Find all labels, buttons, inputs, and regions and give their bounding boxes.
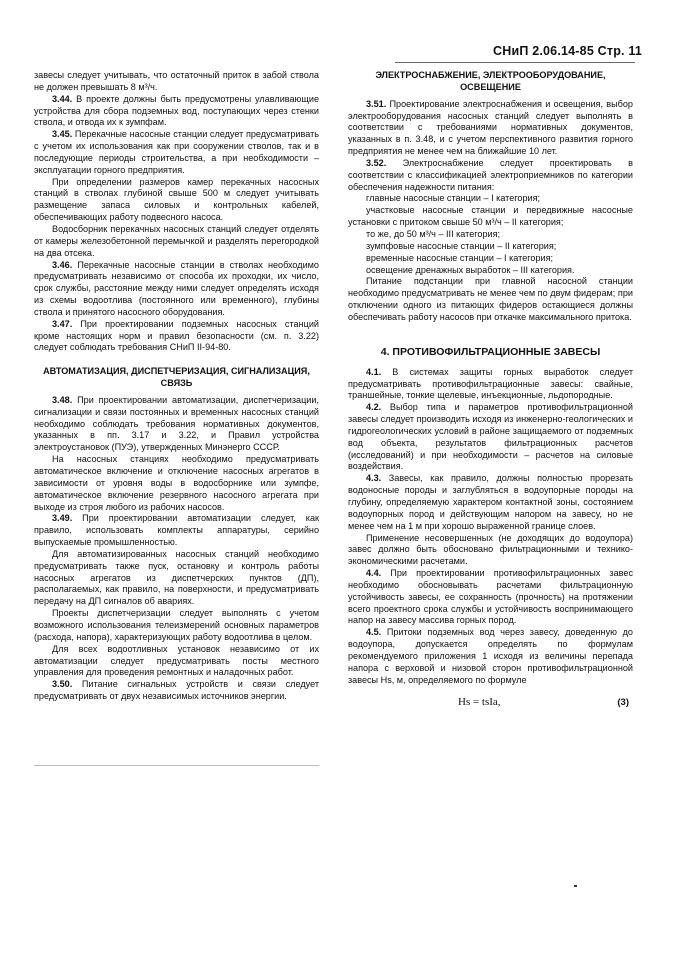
paragraph — [34, 224, 319, 260]
paragraph — [348, 241, 633, 253]
paragraph-text: При проектировании подземных насосных станций кроме настоящих норм и правил безопасности (см. п. 3.22) следует соблюдать требования СНиП II-94-80. — [34, 318, 319, 353]
paragraph-text: Выбор типа и параметров противофильтрационной завесы следует производить исходя из инженерно-геологических и гидрогеологических условий в районе защищаемого от подземных вод объекта, результатов фильтрационных расчетов (исследований) и при необходимости – расчетов на силовые воздействия. — [348, 402, 633, 472]
heading-power-supply: ЭЛЕКТРОСНАБЖЕНИЕ, ЭЛЕКТРООБОРУДОВАНИЕ, ОСВЕЩЕНИЕ — [375, 70, 606, 92]
paragraph-text: При проектировании противофильтрационных завес необходимо обосновывать расчетами фильтрационную устойчивость завесы, ее сохранность (прочность) на протяжении всего проектного срока службы и устойчивость воспринимающего напор на завесу массива горных пород. — [348, 568, 633, 626]
paragraph — [34, 177, 319, 224]
right-paragraphs-1 — [348, 99, 633, 324]
paragraph-text: Применение несовершенных (не доходящих до водоупора) завес должно быть обосновано фильтрационными и технико-экономическими расчетами. — [348, 532, 633, 567]
paragraph-text: Для автоматизированных насосных станций необходимо предусматривать также пуск, остановку и контроль работы насосных агрегатов из диспетчерских пунктов (ДП), располагаемых, как правило, на поверхности, и предусматривать передачу на ДП сигналов об авариях. — [34, 548, 319, 607]
paragraph — [34, 454, 319, 513]
clause-number: 3.50. — [52, 679, 73, 690]
right-paragraphs-2 — [348, 367, 633, 687]
clause-number: 3.49. — [52, 513, 73, 524]
paragraph — [34, 94, 319, 130]
paragraph-text: На насосных станциях необходимо предусматривать автоматическое включение и отключение насосных агрегатов в зависимости от уровня воды в водосборнике или зумпфе, автоматическое включение резервного насосного агрегата при выходе из строя любого из рабочих насосов. — [34, 454, 319, 512]
paragraph-text: зумпфовые насосные станции – II категория; — [366, 240, 557, 251]
paragraph — [348, 193, 633, 205]
paragraph-text: В системах защиты горных выработок следует предусматривать противофильтрационные завесы: свайные, траншейные, тонкие щелевые, инъекционные, льдопородные. — [348, 366, 633, 401]
paragraph-text: Проекты диспетчеризации следует выполнять с учетом возможного использования телеизмерений основных параметров (расхода, напора), характеризующих работу водоотлива в целом. — [34, 608, 319, 642]
left-column — [34, 70, 319, 703]
paragraph — [34, 260, 319, 319]
scan-line — [34, 765, 319, 766]
paragraph-text: участковые насосные станции и передвижные насосные установки с притоком свыше 50 м³/ч – II категория; — [348, 205, 633, 228]
clause-number: 3.44. — [52, 93, 73, 104]
paragraph — [348, 533, 633, 569]
formula-number: (3) — [617, 696, 629, 708]
clause-number: 4.4. — [366, 568, 382, 579]
paragraph — [34, 679, 319, 703]
paragraph — [348, 473, 633, 532]
paragraph-text: Водосборник перекачных насосных станций следует отделять от камеры железобетонной перемычкой и разделять перегородкой на два отсека. — [34, 223, 319, 258]
clause-number: 4.1. — [366, 366, 382, 377]
paragraph-text: завесы следует учитывать, что остаточный приток в забой ствола не должен превышать 8 м³/ч. — [34, 70, 319, 92]
paragraph — [34, 395, 319, 454]
paragraph — [348, 568, 633, 627]
clause-number: 3.51. — [366, 98, 387, 109]
clause-number: 4.3. — [366, 473, 382, 484]
paragraph-text: освещение дренажных выработок – III категория. — [366, 264, 575, 275]
paragraph — [34, 319, 319, 355]
header-rule — [395, 62, 635, 63]
paragraph — [34, 70, 319, 94]
paragraph — [348, 253, 633, 265]
clause-number: 4.2. — [366, 402, 382, 413]
paragraph-text: При проектировании автоматизации следует, как правило, использовать комплекты аппаратуры, серийно выпускаемые промышленностью. — [34, 513, 319, 548]
paragraph-text: временные насосные станции – I категория; — [366, 252, 554, 263]
paragraph-text: Питание сигнальных устройств и связи следует предусматривать от двух независимых источников энергии. — [34, 679, 319, 702]
clause-number: 3.45. — [52, 129, 73, 140]
clause-number: 4.5. — [366, 627, 382, 638]
paragraph-text: Проектирование электроснабжения и освещения, выбор электрооборудования насосных станций следует выполнять в соответствии с требованиями нормативных документов, указанных в п. 3.48, и с учетом перспективного развития горного предприятия не менее чем на ближайшие 10 лет. — [348, 98, 633, 157]
paragraph-text: При проектировании автоматизации, диспетчеризации, сигнализации и связи постоянных и временных насосных станций необходимо соблюдать требования нормативных документов, указанных в пп. 3.17 и 3.22, и Правил устройства электроустановок (ПУЭ), утвержденных Минэнерго СССР. — [34, 394, 319, 453]
paragraph-text: При определении размеров камер перекачных насосных станций в стволах глубиной свыше 500 м следует учитывать размещение запаса силовых и контрольных кабелей, обеспечивающих работу подвесного насоса. — [34, 176, 319, 223]
clause-number: 3.52. — [366, 157, 387, 168]
left-paragraphs-1 — [34, 70, 319, 354]
paragraph-text: Завесы, как правило, должны полностью прорезать водоносные породы и заглубляться в водоупорные породы на глубину, определяемую характером контактной зоны, состоянием водоупорных пород и действующим напором на завесу, но не менее чем на 1 м при хорошо выраженной границе слоев. — [348, 473, 633, 531]
paragraph-text: Перекачные насосные станции следует предусматривать с учетом их использования как при сооружении стволов, так и в последующие периоды строительства, а при необходимости – эксплуатации горного предприятия. — [34, 129, 319, 175]
clause-number: 3.46. — [52, 259, 73, 270]
paragraph — [348, 276, 633, 323]
paragraph-text: Перекачные насосные станции в стволах необходимо предусматривать независимо от способа их проходки, их число, срок службы, расстояние между ними следует определять исходя из схемы водоотлива (постоянного или временного), глубины ствола и принятого насосного оборудования. — [34, 259, 319, 317]
paragraph-text: то же, до 50 м³/ч – III категория; — [366, 228, 501, 239]
paragraph-text: Притоки подземных вод через завесу, доведенную до водоупора, допускается определять по формулам рекомендуемого приложения 1 исходя из величины перепада напора с верховой и низовой сторон противофильтрационной завесы Hs, м, определяемого по формуле — [348, 627, 633, 685]
paragraph-text: Питание подстанции при главной насосной станции необходимо предусматривать не менее чем по двум фидерам; при отключении одного из питающих фидеров остающиеся должны обеспечивать работу насосов при откачке максимального притока. — [348, 276, 633, 322]
scan-dot — [574, 885, 577, 887]
paragraph-text: В проекте должны быть предусмотрены улавливающие устройства для сбора подземных вод, поступающих через стенки ствола, и отвода их к зумпфам. — [34, 93, 319, 128]
formula-row — [348, 697, 633, 709]
paragraph — [348, 265, 633, 277]
right-column — [348, 70, 633, 708]
paragraph — [348, 402, 633, 473]
paragraph — [348, 158, 633, 194]
clause-number: 3.47. — [52, 318, 73, 329]
paragraph — [348, 99, 633, 158]
paragraph — [34, 644, 319, 680]
paragraph — [348, 367, 633, 403]
paragraph-text: Для всех водоотливных установок независимо от их автоматизации следует предусматривать посты местного управления для проведения ремонтных и наладочных работ. — [34, 643, 319, 678]
paragraph — [34, 608, 319, 644]
paragraph — [34, 129, 319, 176]
paragraph — [348, 229, 633, 241]
heading-automation: АВТОМАТИЗАЦИЯ, ДИСПЕТЧЕРИЗАЦИЯ, СИГНАЛИЗАЦИЯ, СВЯЗЬ — [43, 366, 310, 389]
clause-number: 3.48. — [52, 394, 73, 405]
paragraph — [348, 205, 633, 229]
paragraph — [34, 549, 319, 608]
paragraph — [348, 627, 633, 686]
section-heading: 4. ПРОТИВОФИЛЬТРАЦИОННЫЕ ЗАВЕСЫ — [380, 345, 601, 358]
paragraph — [34, 513, 319, 549]
left-paragraphs-2 — [34, 395, 319, 703]
paragraph-text: главные насосные станции – I категория; — [366, 193, 541, 204]
formula: Hs = tsIa, — [458, 695, 501, 708]
paragraph-text: Электроснабжение следует проектировать в соответствии с классификацией электроприемников по категории обеспечения надежности питания: — [348, 157, 633, 192]
page-header: СНиП 2.06.14-85 Стр. 11 — [493, 44, 642, 58]
